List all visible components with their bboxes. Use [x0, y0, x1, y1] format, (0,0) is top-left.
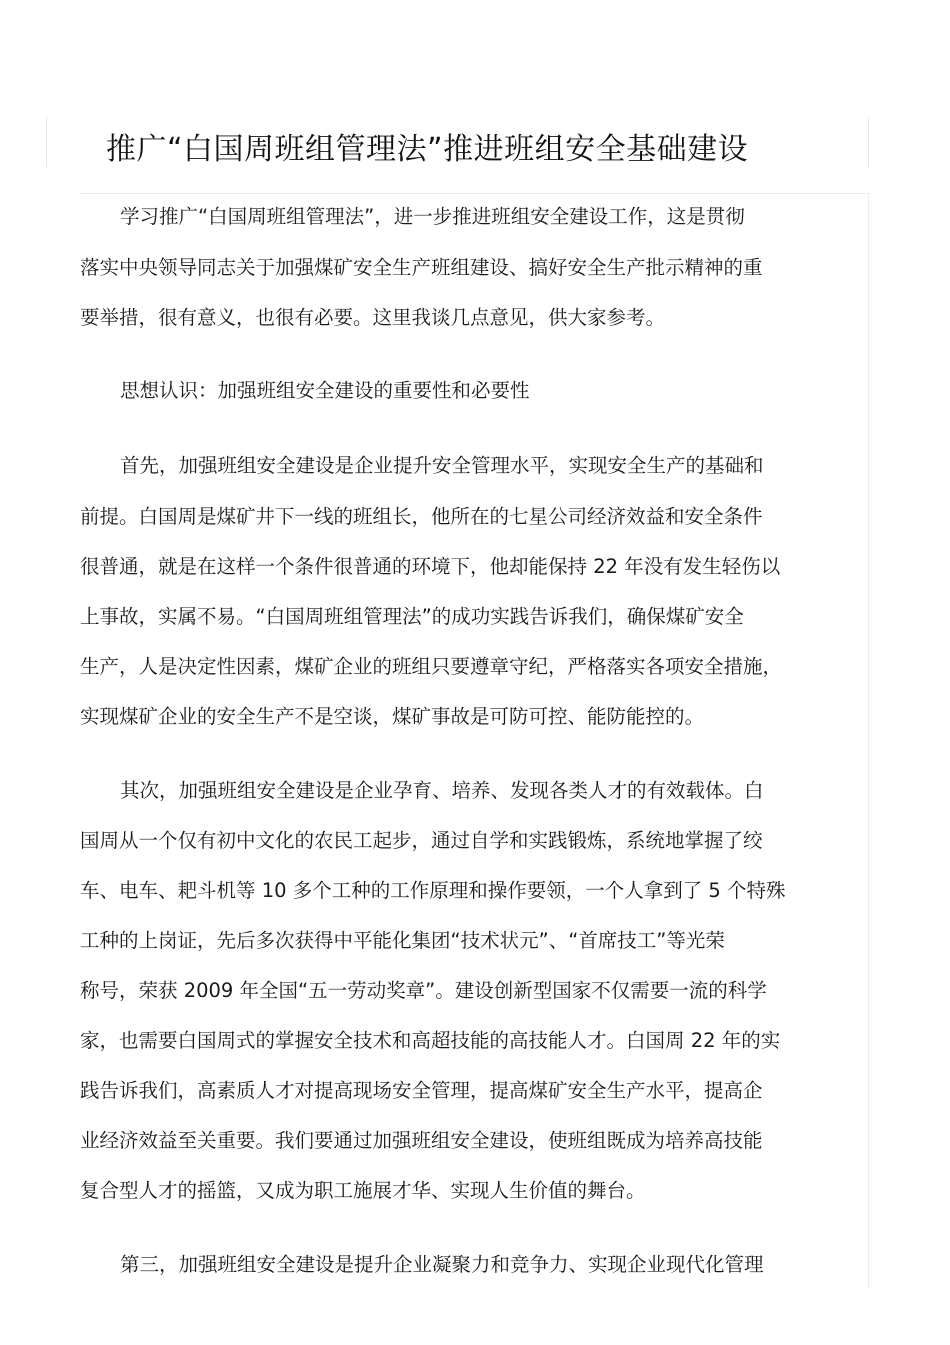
text-line: 其次，加强班组安全建设是企业孕育、培养、发现各类人才的有效载体。白 — [120, 779, 764, 802]
text-line: 国周从一个仅有初中文化的农民工起步，通过自学和实践锻炼，系统地掌握了绞 — [80, 829, 763, 852]
text-line: 第三，加强班组安全建设是提升企业凝聚力和竞争力、实现企业现代化管理 — [120, 1253, 764, 1276]
text-line: 业经济效益至关重要。我们要通过加强班组安全建设，使班组既成为培养高技能 — [80, 1129, 763, 1152]
text-line: 工种的上岗证，先后多次获得中平能化集团“技术状元”、“首席技工”等光荣 — [80, 929, 725, 952]
text-line: 车、电车、耙斗机等 10 多个工种的工作原理和操作要领，一个人拿到了 5 个特殊 — [80, 879, 786, 902]
text-line: 生产，人是决定性因素，煤矿企业的班组只要遵章守纪，严格落实各项安全措施， — [80, 655, 783, 678]
text-line: 落实中央领导同志关于加强煤矿安全生产班组建设、搞好安全生产批示精神的重 — [80, 256, 763, 279]
frame-line-right-top — [868, 117, 869, 167]
text-line: 上事故，实属不易。“白国周班组管理法”的成功实践告诉我们，确保煤矿安全 — [80, 605, 744, 628]
text-line: 实现煤矿企业的安全生产不是空谈，煤矿事故是可防可控、能防能控的。 — [80, 705, 705, 728]
document-title: 推广“白国周班组管理法”推进班组安全基础建设 — [106, 132, 749, 167]
text-line: 很普通，就是在这样一个条件很普通的环境下，他却能保持 22 年没有发生轻伤以 — [80, 555, 781, 578]
text-line: 称号，荣获 2009 年全国“五一劳动奖章”。建设创新型国家不仅需要一流的科学 — [80, 979, 767, 1002]
frame-line-horizontal — [80, 193, 869, 194]
text-line: 践告诉我们，高素质人才对提高现场安全管理，提高煤矿安全生产水平，提高企 — [80, 1079, 763, 1102]
text-line: 学习推广“白国周班组管理法”，进一步推进班组安全建设工作，这是贯彻 — [120, 205, 745, 228]
section-heading: 思想认识：加强班组安全建设的重要性和必要性 — [120, 379, 530, 402]
text-line: 前提。白国周是煤矿井下一线的班组长，他所在的七星公司经济效益和安全条件 — [80, 505, 763, 528]
text-line: 复合型人才的摇篮，又成为职工施展才华、实现人生价值的舞台。 — [80, 1179, 646, 1202]
frame-line-right — [868, 193, 869, 1288]
text-line: 要举措，很有意义，也很有必要。这里我谈几点意见，供大家参考。 — [80, 306, 666, 329]
text-line: 家，也需要白国周式的掌握安全技术和高超技能的高技能人才。白国周 22 年的实 — [80, 1029, 781, 1052]
text-line: 首先，加强班组安全建设是企业提升安全管理水平，实现安全生产的基础和 — [120, 454, 764, 477]
frame-line-left — [46, 117, 47, 167]
